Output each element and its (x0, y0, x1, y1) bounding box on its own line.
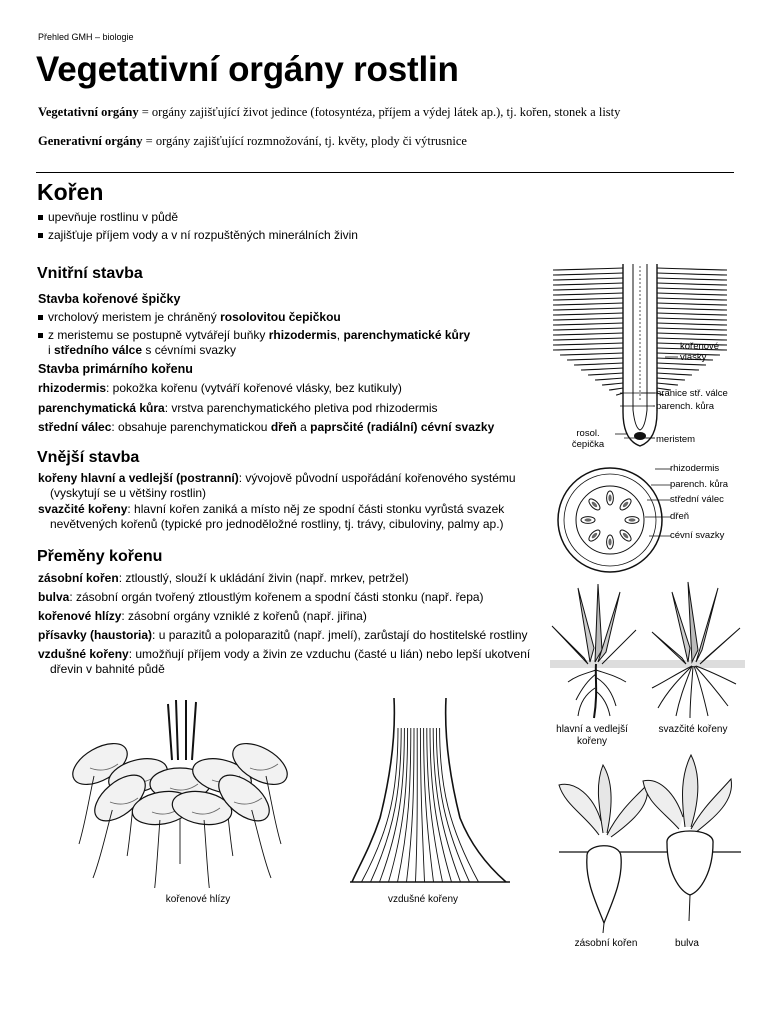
spicka-bullet-list (38, 310, 498, 358)
list-item-text: vrcholový meristem je chráněný (48, 310, 221, 324)
definition-vegetative (38, 104, 738, 120)
row-term: bulva (38, 590, 70, 604)
row-term: svazčité kořeny (38, 502, 128, 516)
definition-row-kura (38, 401, 528, 416)
header-label: Přehled GMH – biologie (38, 32, 134, 42)
row-term: kořeny hlavní a vedlejší (postranní) (38, 471, 239, 485)
row-continuation: dřevin v bahnité půdě (50, 662, 165, 676)
row-text: a (296, 420, 311, 434)
list-item-bold: parenchymatické kůry (343, 328, 471, 342)
root-tubers-illustration (40, 700, 320, 890)
subheading-vnejsi-stavba: Vnější stavba (37, 449, 140, 466)
row-bold: paprsčité (radiální) cévní svazky (310, 420, 495, 434)
row-continuation: (vyskytují se u většiny rostlin) (50, 486, 207, 500)
row-text: : umožňují příjem vody a živin ze vzduchu (časté u lián) nebo lepší ukotvení (128, 647, 531, 661)
label-vascular-bundles: cévní svazky (670, 530, 725, 541)
row-term: rhizodermis (38, 381, 107, 395)
definition-term: Vegetativní orgány (38, 105, 139, 119)
definition-row-hlavni (38, 471, 528, 501)
row-text: : zásobní orgány vzniklé z kořenů (např. jiřina) (121, 609, 367, 623)
definition-row-svazcite (38, 502, 528, 532)
root-systems-illustration (540, 578, 750, 728)
definition-row-rhizodermis (38, 381, 528, 396)
caption-beet: bulva (675, 938, 699, 949)
definition-text: = orgány zajišťující rozmnožování, tj. květy, plody či výtrusnice (142, 134, 467, 148)
soil-band (550, 660, 745, 668)
koren-bullet-list (38, 210, 358, 243)
row-text: : ztloustlý, slouží k ukládání živin (např. mrkev, petržel) (118, 571, 409, 585)
aerial-roots-illustration (350, 698, 510, 888)
row-term: přísavky (haustoria) (38, 628, 153, 642)
row-term: vzdušné kořeny (38, 647, 129, 661)
row-text: : hlavní kořen zaniká a místo něj ze spodní části stonku vyrůstá svazek (127, 502, 505, 516)
row-term: parenchymatická kůra (38, 401, 165, 415)
definition-text: = orgány zajišťující život jedince (fotosyntéza, příjem a výdej látek ap.), tj. kořen, stonek a listy (138, 105, 621, 119)
definition-term: Generativní orgány (38, 134, 143, 148)
subheading-stavba-spicky: Stavba kořenové špičky (38, 292, 181, 306)
row-text: : u parazitů a poloparazitů (např. jmelí), zarůstají do hostitelské rostliny (152, 628, 528, 642)
caption-taproot: hlavní a vedlejší kořeny (556, 724, 628, 747)
subheading-premeny: Přeměny kořenu (37, 548, 163, 565)
caption-aerial-roots: vzdušné kořeny (387, 894, 459, 905)
list-item: zajišťuje příjem vody a v ní rozpuštěných minerálních živin (38, 228, 358, 243)
list-item (38, 328, 498, 358)
aerial-root-strands (362, 728, 479, 882)
list-item-bold: středního válce (54, 343, 143, 357)
list-item-text: s cévními svazky (142, 343, 237, 357)
label-meristem: meristem (656, 434, 696, 445)
row-term: zásobní kořen (38, 571, 119, 585)
definition-generative (38, 133, 738, 149)
label-rhizodermis: rhizodermis (670, 463, 720, 474)
tuber-cluster (66, 735, 294, 888)
row-term: střední válec (38, 420, 112, 434)
beet-plant (643, 755, 732, 921)
fibrous-plant (652, 582, 740, 718)
label-root-cap: rosol. čepička (571, 428, 605, 450)
list-item: upevňuje rostlinu v půdě (38, 210, 358, 225)
tip-leader-lines (620, 380, 660, 440)
list-item (38, 310, 498, 325)
list-item-bold: rosolovitou čepičkou (220, 310, 341, 324)
row-text: : vrstva parenchymatického pletiva pod rhizodermis (164, 401, 438, 415)
definition-row-vzdusne (38, 647, 538, 677)
definition-row-zasobni (38, 571, 538, 586)
label-cortex: parench. kůra (656, 401, 715, 412)
row-continuation: nevětvených kořenů (typické pro jednoděložné rostliny, tj. trávy, cibuloviny, palmy ap.) (50, 517, 504, 531)
row-text: : obsahuje parenchymatickou (111, 420, 271, 434)
list-item-text: z meristemu se postupně vytvářejí buňky (48, 328, 269, 342)
label-root-hairs: kořenové vlásky (680, 341, 720, 363)
list-item-text: , (336, 328, 344, 342)
definition-row-valec (38, 420, 528, 435)
stem-bundle (168, 700, 196, 760)
list-item-text: i (48, 343, 54, 357)
label-cortex-section: parench. kůra (670, 479, 729, 490)
root-cross-section (555, 465, 665, 575)
section-heading-koren: Kořen (37, 179, 104, 205)
row-term: kořenové hlízy (38, 609, 122, 623)
definition-row-hlizy (38, 609, 538, 624)
taproot-plant (552, 584, 636, 718)
row-bold: dřeň (270, 420, 297, 434)
caption-tubers: kořenové hlízy (165, 894, 231, 905)
section-divider (36, 172, 734, 173)
definition-row-bulva (38, 590, 538, 605)
caption-fibrous: svazčité kořeny (658, 724, 728, 735)
subheading-vnitrni-stavba: Vnitřní stavba (37, 265, 143, 282)
definition-row-prisavky (38, 628, 538, 643)
row-text: : pokožka kořenu (vytváří kořenové vlásky, bez kutikuly) (106, 381, 402, 395)
row-text: : vývojově původní uspořádání kořenového systému (238, 471, 516, 485)
subheading-primarni-koren: Stavba primárního kořenu (38, 362, 193, 376)
label-stele: střední válec (670, 494, 724, 505)
storage-root-plant (559, 765, 648, 933)
row-text: : zásobní orgán tvořený ztloustlým kořenem a spodní části stonku (např. řepa) (69, 590, 484, 604)
list-item-bold: rhizodermis (268, 328, 337, 342)
caption-storage-root: zásobní kořen (574, 938, 638, 949)
label-stele-boundary: hranice stř. válce (656, 388, 728, 399)
storage-root-and-beet-illustration (555, 745, 745, 935)
page-title: Vegetativní orgány rostlin (36, 50, 459, 89)
label-pith: dřeň (670, 511, 690, 522)
